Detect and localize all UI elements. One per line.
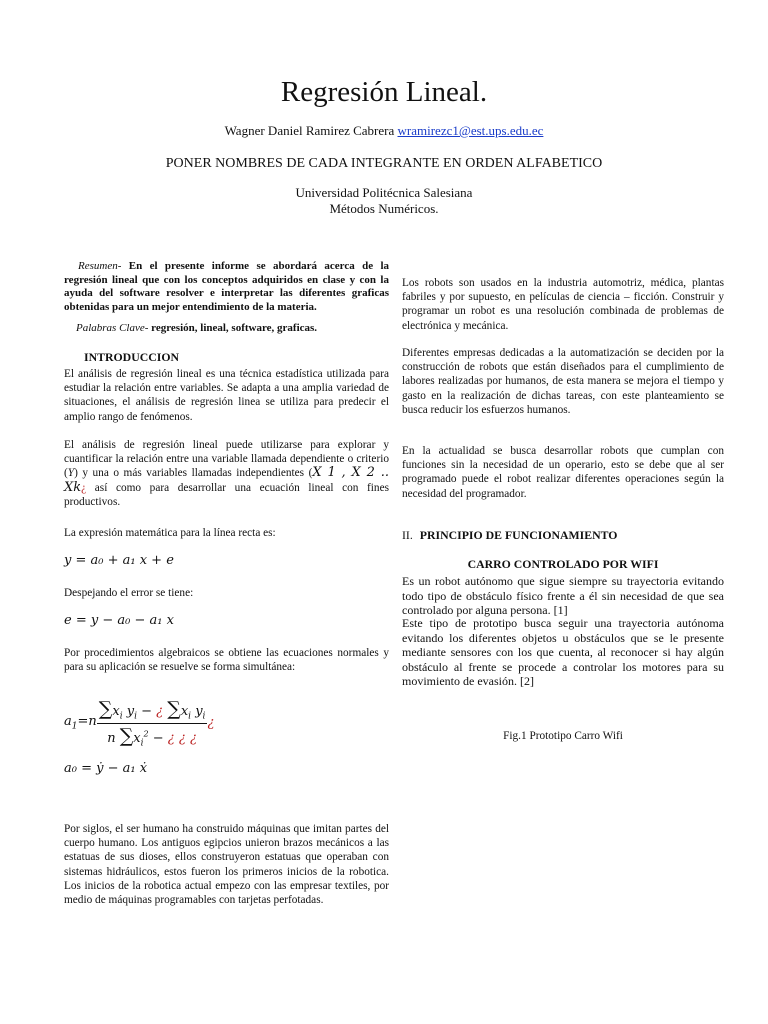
author-email-link[interactable]: wramirezc1@est.ups.edu.ec — [397, 123, 544, 138]
equation-line: y = a₀ + a₁ x + e — [64, 553, 174, 568]
intro-paragraph-4: Despejando el error se tiene: — [64, 587, 194, 599]
section-2-heading — [402, 528, 617, 543]
right-paragraph-3: En la actualidad se busca desarrollar robots que cumplan con funciones sin la necesidad de un operario, esto se debe que al ser programado puede el robot realizar diferentes operaciones según la necesidad del programador. — [402, 445, 724, 500]
odd-char: ¿ — [81, 481, 87, 494]
equation-a0: a₀ = ẏ − a₁ ẋ — [64, 761, 148, 776]
right-paragraph-1: Los robots son usados en la industria automotriz, médica, plantas fabriles y por supuesto, en películas de ciencia – ficción. Construir y programar un robot es una resolución combinada de problemas de electrónica y mecánica. — [402, 277, 724, 332]
right-paragraph-4: Es un robot autónomo que sigue siempre su trayectoria evitando todo tipo de obstáculo físico frente a él sin necesidad de que sea controlado por alguna persona. [1] — [402, 574, 724, 618]
affiliation — [0, 185, 768, 217]
keywords-text: regresión, lineal, software, graficas. — [151, 322, 318, 334]
author-line — [0, 123, 768, 139]
abstract-text: En el presente informe se abordará acerca de la regresión lineal que con los conceptos adquiridos en clase y con la ayuda del software resolver e interpretar las diferentes graficas obtenidas para un mejor entendimiento de la materia. — [64, 260, 390, 313]
figure-caption: Fig.1 Prototipo Carro Wifi — [503, 730, 623, 742]
names-instruction: PONER NOMBRES DE CADA INTEGRANTE EN ORDEN ALFABETICO — [165, 156, 603, 171]
course-name: Métodos Numéricos. — [329, 201, 439, 216]
independent-vars: X 1 , X 2 .. Xk — [64, 465, 389, 495]
paper-title: Regresión Lineal. — [280, 76, 488, 108]
intro-paragraph-3: La expresión matemática para la línea recta es: — [64, 527, 276, 539]
section-title: PRINCIPIO DE FUNCIONAMIENTO — [419, 528, 618, 542]
intro-p2-text-c: así como para desarrollar una ecuación lineal con fines productivos. — [64, 481, 389, 508]
author-name: Wagner Daniel Ramirez Cabrera — [224, 123, 395, 138]
abstract-label: Resumen- — [78, 260, 122, 272]
intro-paragraph-5: Por procedimientos algebraicos se obtiene las ecuaciones normales y para su aplicación se resuelve se forma simultánea: — [64, 647, 389, 674]
university-name: Universidad Politécnica Salesiana — [295, 185, 473, 200]
eq-odd-1: ¿ — [156, 704, 164, 719]
intro-heading: INTRODUCCION — [84, 350, 180, 364]
equation-a1-fraction: $\frac{\sum x_i y_i - ¿ \sum x_i y_i}{n \sum x_i^2 - ¿ ¿ ¿}$ — [98, 698, 206, 749]
intro-paragraph-1: El análisis de regresión lineal es una técnica estadística utilizada para estudiar la relación entre variables. Se adapta a una amplia variedad de situaciones, el análisis de regresión linea se utiliza para predecir el amplio rango de fenómenos. — [64, 368, 389, 423]
eq-odd-2: ¿ — [207, 715, 215, 731]
var-y: Y — [67, 467, 75, 480]
right-paragraph-2: Diferentes empresas dedicadas a la automatización se deciden por la construcción de robots que están diseñados para el cumplimiento de labores realizadas por humanos, de esta manera se mejora el tiempo y gasto en la realización de dichas tareas, con este planteamiento se busca reducir los esfuerzos humanos. — [402, 347, 724, 416]
equation-a1: $a_1=n$ $\frac{\sum x_i y_i - ¿ \sum x_i y_i}{n \sum x_i^2 - ¿ ¿ ¿}$ ¿ — [64, 698, 215, 749]
intro-paragraph-2 — [64, 438, 389, 509]
subsection-title: CARRO CONTROLADO POR WIFI — [467, 557, 659, 571]
section-number: II. — [402, 528, 413, 542]
right-paragraph-5: Este tipo de prototipo busca seguir una trayectoria autónoma evitando los diferentes objetos u obstáculos que se le presente mediante sensores con los que cuenta, al reconocer si hay algún obstáculo al frente se procede a controlar los motores para su movimiento de evasión. [2] — [402, 616, 724, 689]
eq-odd-3: ¿ ¿ ¿ — [167, 730, 197, 746]
intro-p2-text-b: ) y una o más variables llamadas independientes ( — [74, 467, 313, 480]
equation-error: e = y − a₀ − a₁ x — [64, 613, 174, 628]
keywords-label: Palabras Clave- — [76, 322, 149, 334]
intro-p2-text-a: El análisis de regresión lineal puede utilizarse para explorar y cuantificar la relación entre una variable llamada dependiente o criterio ( — [64, 439, 389, 480]
abstract — [64, 260, 389, 314]
keywords — [64, 321, 389, 335]
intro-paragraph-6: Por siglos, el ser humano ha construido máquinas que imitan partes del cuerpo humano. Los antiguos egipcios unieron brazos mecánicos a las estatuas de sus dioses, ellos construyeron estatuas que operaban con sistemas hidráulicos, estos fueron los primeros inicios de la robotica. Los inicios de la robotica actual empezo con las empresar textiles, por medio de máquinas programables con tarjetas perfotadas. — [64, 823, 389, 907]
